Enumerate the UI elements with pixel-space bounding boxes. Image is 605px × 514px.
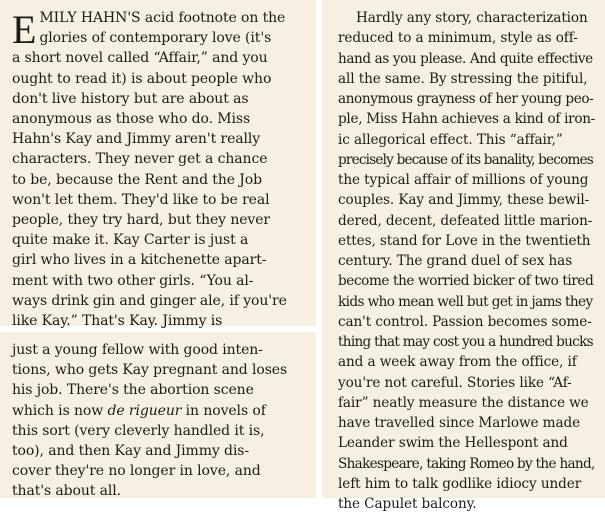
text-line: left him to talk godlike idiocy under bbox=[338, 475, 582, 492]
text-line: like Kay.” That's Kay. Jimmy is bbox=[12, 313, 223, 330]
text-line: his job. There's the abortion scene bbox=[12, 382, 254, 399]
column-left-bottom bbox=[0, 332, 316, 498]
text-line: this sort (very cleverly handled it is, bbox=[12, 422, 265, 439]
text-line: ways drink gin and ginger ale, if you're bbox=[12, 292, 287, 309]
text-line: quite make it. Kay Carter is just a bbox=[12, 232, 249, 249]
text-line: and a week away from the office, if bbox=[338, 354, 577, 371]
text-line: have travelled since Marlowe made bbox=[338, 415, 581, 431]
text-line: anonymous as those who do. Miss bbox=[12, 111, 251, 128]
text-line: ought to read it) is about people who bbox=[12, 70, 272, 87]
text-line: become the worried bicker of two tired bbox=[338, 273, 594, 290]
text-line: a short novel called “Affair,” and you bbox=[12, 50, 268, 67]
text-line: Leander swim the Hellespont and bbox=[338, 435, 568, 452]
text-line: all the same. By stressing the pitiful, bbox=[338, 70, 588, 87]
text-line: you're not careful. Stories like “Af- bbox=[338, 374, 572, 391]
text-line: ic allegorical effect. This “affair,” bbox=[338, 131, 563, 148]
text-line: too), and then Kay and Jimmy dis- bbox=[12, 443, 250, 460]
text-line: precisely because of its banality, becomes bbox=[338, 151, 593, 168]
text-line: reduced to a minimum, style as off- bbox=[338, 30, 578, 47]
text-line: the typical affair of millions of young bbox=[338, 172, 589, 188]
text-line: to be, because the Rent and the Job bbox=[12, 171, 262, 188]
text-line: cover they're no longer in love, and bbox=[12, 463, 261, 480]
text-line: ettes, stand for Love in the twentieth bbox=[338, 232, 591, 249]
column-right bbox=[322, 0, 605, 512]
text-line: won't let them. They'd like to be real bbox=[12, 191, 270, 208]
text-line: ment with two other girls. “You al- bbox=[12, 272, 254, 289]
text-line: the Capulet balcony. bbox=[338, 496, 477, 512]
text-line: which is now de rigueur in novels of bbox=[12, 402, 266, 419]
text-line: kids who mean well but get in jams they bbox=[338, 293, 593, 310]
text-line: glories of contemporary love (it's bbox=[39, 30, 272, 47]
text-line: hand as you please. And quite effective bbox=[338, 50, 593, 67]
text-line: ple, Miss Hahn achieves a kind of iron- bbox=[338, 111, 595, 128]
text-line: couples. Kay and Jimmy, these bewil- bbox=[338, 192, 590, 209]
text-line: Hahn's Kay and Jimmy aren't really bbox=[12, 131, 261, 148]
text-line: thing that may cost you a hundred bucks bbox=[338, 334, 593, 350]
text-line: tions, who gets Kay pregnant and loses bbox=[12, 362, 288, 379]
column-left-top bbox=[0, 0, 316, 330]
opening-words: MILY HAHN'S bbox=[39, 10, 141, 26]
text-line: Hardly any story, characterization bbox=[356, 10, 588, 26]
text-line: just a young fellow with good inten- bbox=[12, 342, 263, 358]
text-line: fair” neatly measure the distance we bbox=[338, 394, 589, 411]
drop-cap: E bbox=[12, 7, 37, 52]
text-line: characters. They never get a chance bbox=[12, 151, 268, 168]
text-line: anonymous grayness of her young peo- bbox=[338, 91, 594, 107]
text-line: don't live history but are about as bbox=[12, 90, 249, 107]
text-line: century. The grand duel of sex has bbox=[338, 253, 573, 269]
text-line: people, they try hard, but they never bbox=[12, 212, 271, 229]
text-line: girl who lives in a kitchenette apart- bbox=[12, 252, 267, 269]
text-line: Shakespeare, taking Romeo by the hand, bbox=[338, 455, 595, 472]
text-line: dered, decent, defeated little marion- bbox=[338, 212, 593, 229]
text-line: can't control. Passion becomes some- bbox=[338, 313, 592, 330]
text-line: that's about all. bbox=[12, 483, 121, 500]
text-line: MILY HAHN'S acid footnote on the bbox=[39, 10, 286, 26]
italic-phrase: de rigueur bbox=[107, 402, 182, 419]
